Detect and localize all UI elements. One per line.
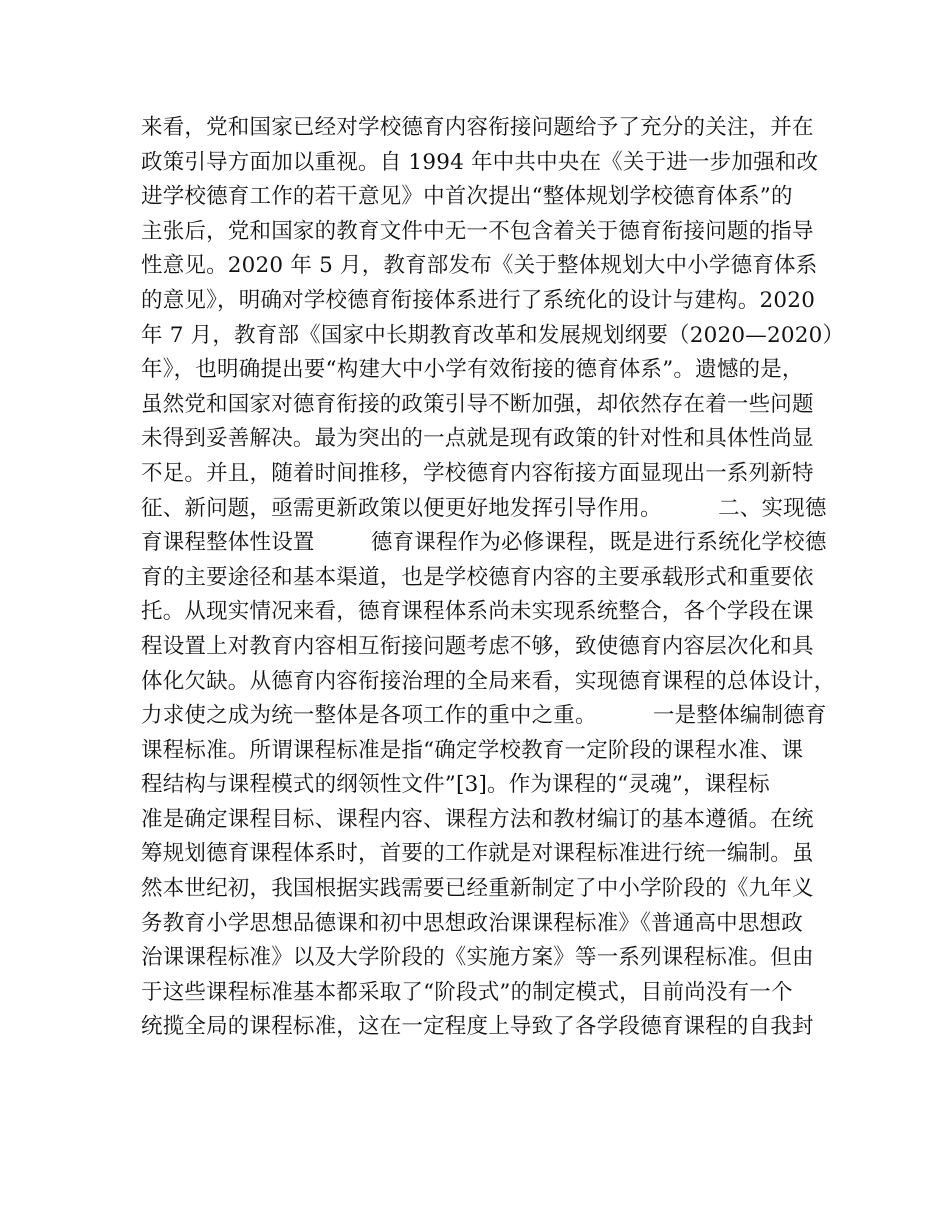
text-line: 育课程整体性设置 德育课程作为必修课程，既是进行系统化学校德 xyxy=(141,530,827,556)
text-line: 政策引导方面加以重视。自 1994 年中共中央在《关于进一步加强和改 xyxy=(141,149,819,175)
text-line: 于这些课程标准基本都采取了“阶段式”的制定模式，目前尚没有一个 xyxy=(141,979,793,1005)
text-line: 筹规划德育课程体系时，首要的工作就是对课程标准进行统一编制。虽 xyxy=(141,841,814,867)
text-line: 性意见。2020 年 5 月，教育部发布《关于整体规划大中小学德育体系 xyxy=(141,253,818,279)
body-text xyxy=(141,111,845,1045)
text-line: 务教育小学思想品德课和初中思想政治课课程标准》《普通高中思想政 xyxy=(141,910,803,936)
text-line: 不足。并且，随着时间推移，学校德育内容衔接方面显现出一系列新特 xyxy=(141,460,814,486)
text-line: 未得到妥善解决。最为突出的一点就是现有政策的针对性和具体性尚显 xyxy=(141,426,814,452)
text-line: 治课课程标准》以及大学阶段的《实施方案》等一系列课程标准。但由 xyxy=(141,945,814,971)
text-line: 体化欠缺。从德育内容衔接治理的全局来看，实现德育课程的总体设计， xyxy=(141,668,836,694)
text-line: 的意见》，明确对学校德育衔接体系进行了系统化的设计与建构。2020 xyxy=(141,287,816,313)
text-line: 然本世纪初，我国根据实践需要已经重新制定了中小学阶段的《九年义 xyxy=(141,876,814,902)
text-line: 准是确定课程目标、课程内容、课程方法和教材编订的基本遵循。在统 xyxy=(141,806,814,832)
text-line: 程设置上对教育内容相互衔接问题考虑不够，致使德育内容层次化和具 xyxy=(141,633,814,659)
text-line: 育的主要途径和基本渠道，也是学校德育内容的主要承载形式和重要依 xyxy=(141,564,814,590)
text-line: 征、新问题，亟需更新政策以便更好地发挥引导作用。 二、实现德 xyxy=(141,495,827,521)
text-line: 虽然党和国家对德育衔接的政策引导不断加强，却依然存在着一些问题 xyxy=(141,391,814,417)
text-line: 进学校德育工作的若干意见》中首次提出“整体规划学校德育体系”的 xyxy=(141,184,793,210)
text-line: 主张后，党和国家的教育文件中无一不包含着关于德育衔接问题的指导 xyxy=(141,218,814,244)
text-line: 来看，党和国家已经对学校德育内容衔接问题给予了充分的关注，并在 xyxy=(141,115,814,140)
text-line: 程结构与课程模式的纲领性文件”[3]。作为课程的“灵魂”，课程标 xyxy=(141,772,770,798)
text-line: 力求使之成为统一整体是各项工作的重中之重。 一是整体编制德育 xyxy=(141,703,827,729)
text-line: 课程标准。所谓课程标准是指“确定学校教育一定阶段的课程水准、课 xyxy=(141,737,804,763)
text-line: 托。从现实情况来看，德育课程体系尚未实现系统整合，各个学段在课 xyxy=(141,599,814,625)
text-line: 年 7 月，教育部《国家中长期教育改革和发展规划纲要（2020—2020） xyxy=(141,322,845,348)
text-line: 年》，也明确提出要“构建大中小学有效衔接的德育体系”。遗憾的是， xyxy=(141,357,804,383)
text-line: 统揽全局的课程标准，这在一定程度上导致了各学段德育课程的自我封 xyxy=(141,1014,814,1040)
